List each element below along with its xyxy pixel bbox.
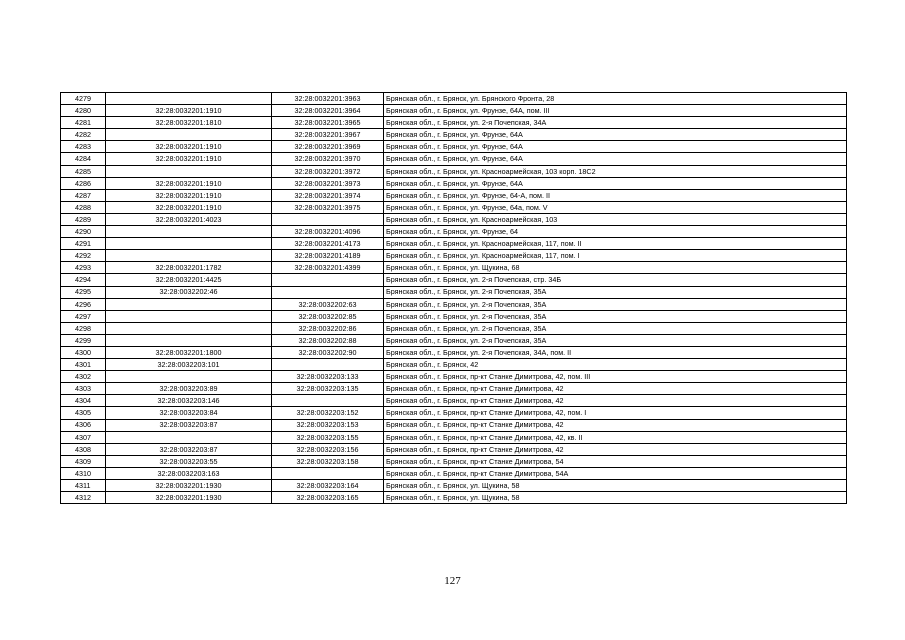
address-cell: Брянская обл., г. Брянск, ул. Фрунзе, 64А (384, 129, 847, 141)
address-cell: Брянская обл., г. Брянск, ул. 2-я Почепская, 34А (384, 117, 847, 129)
table-row (61, 443, 847, 455)
row-number-cell: 4279 (61, 93, 106, 105)
cadastral-number-b-cell (272, 395, 384, 407)
cadastral-number-b-cell: 32:28:0032203:165 (272, 492, 384, 504)
cadastral-number-a-cell: 32:28:0032203:87 (106, 443, 272, 455)
cadastral-number-a-cell: 32:28:0032201:1910 (106, 177, 272, 189)
cadastral-number-b-cell: 32:28:0032203:158 (272, 455, 384, 467)
cadastral-number-b-cell: 32:28:0032201:3975 (272, 201, 384, 213)
table-row (61, 141, 847, 153)
address-cell: Брянская обл., г. Брянск, ул. 2-я Почепская, 34А, пом. II (384, 346, 847, 358)
cadastral-number-a-cell: 32:28:0032201:4023 (106, 213, 272, 225)
address-cell: Брянская обл., г. Брянск, ул. Фрунзе, 64А (384, 177, 847, 189)
table-row (61, 334, 847, 346)
address-cell: Брянская обл., г. Брянск, ул. Красноармейская, 117, пом. I (384, 250, 847, 262)
row-number-cell: 4288 (61, 201, 106, 213)
row-number-cell: 4289 (61, 213, 106, 225)
cadastral-number-b-cell: 32:28:0032201:3965 (272, 117, 384, 129)
row-number-cell: 4284 (61, 153, 106, 165)
table-row (61, 262, 847, 274)
table-row (61, 407, 847, 419)
cadastral-number-a-cell: 32:28:0032203:84 (106, 407, 272, 419)
cadastral-number-a-cell: 32:28:0032201:4425 (106, 274, 272, 286)
cadastral-number-b-cell: 32:28:0032201:4189 (272, 250, 384, 262)
address-cell: Брянская обл., г. Брянск, пр-кт Станке Димитрова, 54А (384, 467, 847, 479)
cadastral-number-a-cell (106, 310, 272, 322)
address-cell: Брянская обл., г. Брянск, ул. Фрунзе, 64 (384, 226, 847, 238)
row-number-cell: 4287 (61, 189, 106, 201)
cadastral-number-b-cell: 32:28:0032201:3963 (272, 93, 384, 105)
address-cell: Брянская обл., г. Брянск, ул. Фрунзе, 64А (384, 141, 847, 153)
cadastral-number-a-cell (106, 93, 272, 105)
cadastral-number-a-cell (106, 129, 272, 141)
table-row (61, 226, 847, 238)
row-number-cell: 4294 (61, 274, 106, 286)
address-cell: Брянская обл., г. Брянск, ул. Красноармейская, 103 корп. 18С2 (384, 165, 847, 177)
table-row (61, 177, 847, 189)
cadastral-number-b-cell: 32:28:0032201:4173 (272, 238, 384, 250)
cadastral-number-a-cell: 32:28:0032201:1782 (106, 262, 272, 274)
address-cell: Брянская обл., г. Брянск, ул. 2-я Почепская, 35А (384, 286, 847, 298)
registry-table (60, 92, 847, 504)
row-number-cell: 4290 (61, 226, 106, 238)
row-number-cell: 4309 (61, 455, 106, 467)
table-row (61, 492, 847, 504)
address-cell: Брянская обл., г. Брянск, пр-кт Станке Димитрова, 42 (384, 383, 847, 395)
registry-table-body (61, 93, 847, 504)
table-row (61, 105, 847, 117)
address-cell: Брянская обл., г. Брянск, ул. 2-я Почепская, стр. 34Б (384, 274, 847, 286)
table-row (61, 419, 847, 431)
table-row (61, 250, 847, 262)
table-row (61, 165, 847, 177)
row-number-cell: 4298 (61, 322, 106, 334)
row-number-cell: 4280 (61, 105, 106, 117)
cadastral-number-a-cell: 32:28:0032201:1910 (106, 153, 272, 165)
table-row (61, 371, 847, 383)
table-row (61, 274, 847, 286)
address-cell: Брянская обл., г. Брянск, 42 (384, 359, 847, 371)
cadastral-number-b-cell (272, 286, 384, 298)
table-row (61, 117, 847, 129)
cadastral-number-a-cell: 32:28:0032201:1910 (106, 105, 272, 117)
table-row (61, 238, 847, 250)
table-row (61, 153, 847, 165)
cadastral-number-a-cell: 32:28:0032202:46 (106, 286, 272, 298)
table-row (61, 383, 847, 395)
cadastral-number-b-cell: 32:28:0032201:3974 (272, 189, 384, 201)
row-number-cell: 4293 (61, 262, 106, 274)
cadastral-number-b-cell (272, 359, 384, 371)
table-row (61, 286, 847, 298)
address-cell: Брянская обл., г. Брянск, пр-кт Станке Димитрова, 42, пом. III (384, 371, 847, 383)
row-number-cell: 4292 (61, 250, 106, 262)
row-number-cell: 4281 (61, 117, 106, 129)
row-number-cell: 4282 (61, 129, 106, 141)
table-row (61, 395, 847, 407)
cadastral-number-b-cell: 32:28:0032203:164 (272, 480, 384, 492)
row-number-cell: 4286 (61, 177, 106, 189)
row-number-cell: 4312 (61, 492, 106, 504)
address-cell: Брянская обл., г. Брянск, ул. Фрунзе, 64А, пом. III (384, 105, 847, 117)
row-number-cell: 4295 (61, 286, 106, 298)
row-number-cell: 4283 (61, 141, 106, 153)
row-number-cell: 4299 (61, 334, 106, 346)
cadastral-number-b-cell (272, 274, 384, 286)
cadastral-number-b-cell: 32:28:0032203:152 (272, 407, 384, 419)
row-number-cell: 4296 (61, 298, 106, 310)
cadastral-number-a-cell: 32:28:0032201:1800 (106, 346, 272, 358)
row-number-cell: 4308 (61, 443, 106, 455)
table-row (61, 359, 847, 371)
cadastral-number-a-cell: 32:28:0032203:146 (106, 395, 272, 407)
cadastral-number-a-cell (106, 371, 272, 383)
cadastral-number-b-cell: 32:28:0032203:155 (272, 431, 384, 443)
cadastral-number-b-cell: 32:28:0032201:3969 (272, 141, 384, 153)
row-number-cell: 4305 (61, 407, 106, 419)
cadastral-number-b-cell: 32:28:0032201:3970 (272, 153, 384, 165)
table-row (61, 93, 847, 105)
table-row (61, 201, 847, 213)
table-row (61, 455, 847, 467)
cadastral-number-b-cell (272, 467, 384, 479)
cadastral-number-b-cell: 32:28:0032202:90 (272, 346, 384, 358)
row-number-cell: 4306 (61, 419, 106, 431)
address-cell: Брянская обл., г. Брянск, ул. Красноармейская, 117, пом. II (384, 238, 847, 250)
address-cell: Брянская обл., г. Брянск, ул. Фрунзе, 64А (384, 153, 847, 165)
cadastral-number-a-cell: 32:28:0032201:1810 (106, 117, 272, 129)
address-cell: Брянская обл., г. Брянск, ул. Щукина, 58 (384, 480, 847, 492)
row-number-cell: 4291 (61, 238, 106, 250)
cadastral-number-b-cell: 32:28:0032203:135 (272, 383, 384, 395)
address-cell: Брянская обл., г. Брянск, ул. Щукина, 68 (384, 262, 847, 274)
table-row (61, 480, 847, 492)
address-cell: Брянская обл., г. Брянск, пр-кт Станке Димитрова, 42 (384, 395, 847, 407)
table-row (61, 298, 847, 310)
table-row (61, 346, 847, 358)
row-number-cell: 4302 (61, 371, 106, 383)
cadastral-number-a-cell (106, 334, 272, 346)
address-cell: Брянская обл., г. Брянск, ул. Брянского Фронта, 28 (384, 93, 847, 105)
cadastral-number-b-cell: 32:28:0032202:86 (272, 322, 384, 334)
cadastral-number-a-cell (106, 322, 272, 334)
table-row (61, 322, 847, 334)
row-number-cell: 4285 (61, 165, 106, 177)
cadastral-number-a-cell (106, 250, 272, 262)
address-cell: Брянская обл., г. Брянск, ул. Красноармейская, 103 (384, 213, 847, 225)
address-cell: Брянская обл., г. Брянск, ул. Щукина, 58 (384, 492, 847, 504)
row-number-cell: 4304 (61, 395, 106, 407)
cadastral-number-b-cell: 32:28:0032201:3967 (272, 129, 384, 141)
cadastral-number-a-cell: 32:28:0032201:1910 (106, 201, 272, 213)
cadastral-number-b-cell: 32:28:0032201:4096 (272, 226, 384, 238)
cadastral-number-a-cell: 32:28:0032203:55 (106, 455, 272, 467)
row-number-cell: 4311 (61, 480, 106, 492)
row-number-cell: 4307 (61, 431, 106, 443)
cadastral-number-b-cell: 32:28:0032203:153 (272, 419, 384, 431)
cadastral-number-b-cell: 32:28:0032202:85 (272, 310, 384, 322)
row-number-cell: 4310 (61, 467, 106, 479)
page-number: 127 (444, 575, 461, 587)
cadastral-number-a-cell: 32:28:0032203:101 (106, 359, 272, 371)
address-cell: Брянская обл., г. Брянск, ул. Фрунзе, 64а, пом. V (384, 201, 847, 213)
table-row (61, 467, 847, 479)
cadastral-number-a-cell (106, 238, 272, 250)
cadastral-number-b-cell: 32:28:0032203:156 (272, 443, 384, 455)
address-cell: Брянская обл., г. Брянск, ул. 2-я Почепская, 35А (384, 310, 847, 322)
cadastral-number-a-cell: 32:28:0032203:89 (106, 383, 272, 395)
table-row (61, 213, 847, 225)
cadastral-number-b-cell: 32:28:0032201:4399 (272, 262, 384, 274)
cadastral-number-a-cell: 32:28:0032201:1910 (106, 189, 272, 201)
row-number-cell: 4300 (61, 346, 106, 358)
cadastral-number-a-cell: 32:28:0032201:1930 (106, 492, 272, 504)
address-cell: Брянская обл., г. Брянск, ул. Фрунзе, 64-А, пом. II (384, 189, 847, 201)
cadastral-number-a-cell (106, 226, 272, 238)
address-cell: Брянская обл., г. Брянск, пр-кт Станке Димитрова, 42 (384, 419, 847, 431)
cadastral-number-a-cell (106, 431, 272, 443)
row-number-cell: 4303 (61, 383, 106, 395)
address-cell: Брянская обл., г. Брянск, ул. 2-я Почепская, 35А (384, 322, 847, 334)
cadastral-number-a-cell: 32:28:0032201:1930 (106, 480, 272, 492)
table-row (61, 129, 847, 141)
table-row (61, 189, 847, 201)
cadastral-number-b-cell: 32:28:0032201:3973 (272, 177, 384, 189)
row-number-cell: 4297 (61, 310, 106, 322)
address-cell: Брянская обл., г. Брянск, пр-кт Станке Димитрова, 54 (384, 455, 847, 467)
cadastral-number-a-cell: 32:28:0032203:163 (106, 467, 272, 479)
cadastral-number-b-cell: 32:28:0032202:63 (272, 298, 384, 310)
address-cell: Брянская обл., г. Брянск, пр-кт Станке Димитрова, 42, пом. I (384, 407, 847, 419)
cadastral-number-b-cell: 32:28:0032201:3964 (272, 105, 384, 117)
cadastral-number-b-cell: 32:28:0032203:133 (272, 371, 384, 383)
cadastral-number-a-cell: 32:28:0032201:1910 (106, 141, 272, 153)
address-cell: Брянская обл., г. Брянск, пр-кт Станке Димитрова, 42 (384, 443, 847, 455)
address-cell: Брянская обл., г. Брянск, ул. 2-я Почепская, 35А (384, 298, 847, 310)
address-cell: Брянская обл., г. Брянск, ул. 2-я Почепская, 35А (384, 334, 847, 346)
cadastral-number-b-cell (272, 213, 384, 225)
address-cell: Брянская обл., г. Брянск, пр-кт Станке Димитрова, 42, кв. II (384, 431, 847, 443)
cadastral-number-a-cell (106, 165, 272, 177)
cadastral-number-b-cell: 32:28:0032202:88 (272, 334, 384, 346)
cadastral-number-b-cell: 32:28:0032201:3972 (272, 165, 384, 177)
table-row (61, 310, 847, 322)
row-number-cell: 4301 (61, 359, 106, 371)
table-row (61, 431, 847, 443)
cadastral-number-a-cell: 32:28:0032203:87 (106, 419, 272, 431)
cadastral-number-a-cell (106, 298, 272, 310)
